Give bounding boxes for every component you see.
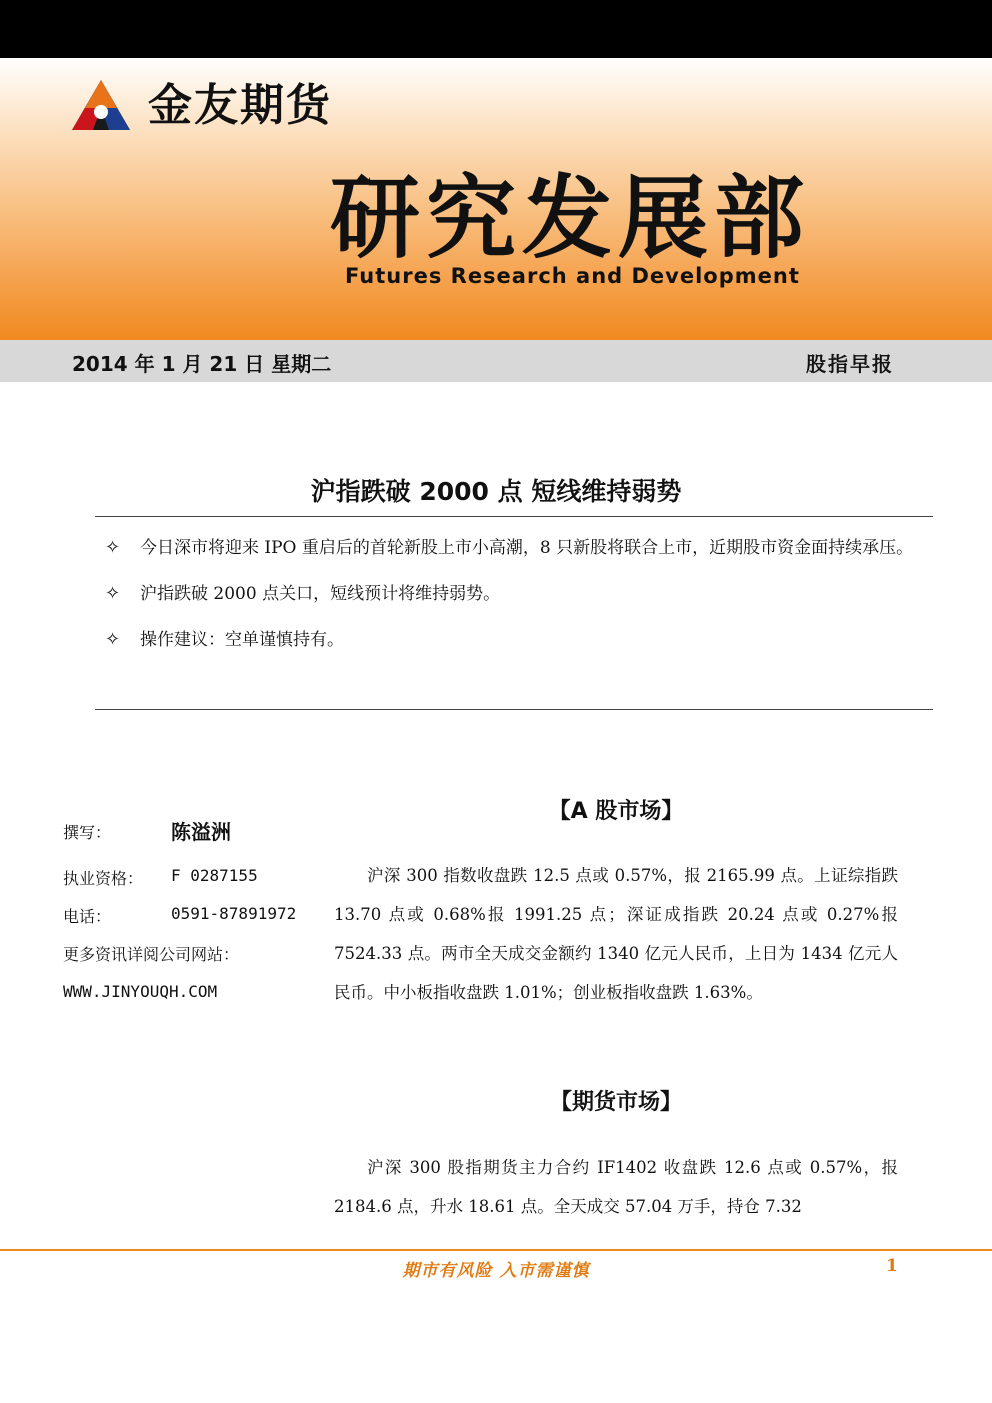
section-title-a-share: 【A 股市场】 [548, 799, 684, 824]
writer-label: 撰写： [63, 823, 112, 842]
list-item [100, 571, 930, 617]
divider-bottom [95, 709, 933, 710]
website-label: 更多资讯详阅公司网站： [63, 945, 240, 964]
bullet-text: 操作建议：空单谨慎持有。 [140, 630, 344, 650]
futures-paragraph: 沪深 300 股指期货主力合约 IF1402 收盘跌 12.6 点或 0.57%，报 2184.6 点，升水 18.61 点。全天成交 57.04 万手，持仓 7.32 [334, 1158, 898, 1216]
page-number: 1 [886, 1256, 898, 1276]
department-title-en: Futures Research and Development [345, 264, 800, 288]
bullet-text: 今日深市将迎来 IPO 重启后的首轮新股上市小高潮，8 只新股将联合上市，近期股市资金面持续承压。 [140, 538, 914, 558]
writer-name: 陈溢洲 [171, 820, 231, 844]
list-item [100, 525, 930, 571]
company-name: 金友期货 [148, 80, 332, 131]
top-black-bar [0, 0, 992, 58]
diamond-bullet-icon: ✧ [105, 629, 121, 650]
phone-label: 电话： [63, 907, 112, 926]
diamond-bullet-icon: ✧ [105, 537, 121, 558]
department-title: 研究发展部 [330, 165, 810, 271]
report-type: 股指早报 [806, 352, 894, 376]
license-value: F 0287155 [171, 866, 258, 885]
footer-divider [0, 1249, 992, 1251]
company-logo-icon [70, 78, 132, 132]
report-date: 2014 年 1 月 21 日 星期二 [72, 352, 332, 376]
list-item [100, 617, 930, 663]
a-share-paragraph: 沪深 300 指数收盘跌 12.5 点或 0.57%，报 2165.99 点。上证综指跌 13.70 点或 0.68%报 1991.25 点；深证成指跌 20.24 点或 0.27%报 7524.33 点。两市全天成交金额约 1340 亿元人民币，上日为 1434 亿元人民币。中小板指收盘跌 1.01%；创业板指收盘跌 1.63%。 [334, 866, 898, 1002]
section-title-futures: 【期货市场】 [549, 1090, 682, 1115]
summary-bullets [100, 525, 930, 663]
diamond-bullet-icon: ✧ [105, 583, 121, 604]
divider-top [95, 516, 933, 517]
bullet-text: 沪指跌破 2000 点关口，短线预计将维持弱势。 [140, 584, 501, 604]
headline: 沪指跌破 2000 点 短线维持弱势 [310, 477, 682, 506]
risk-slogan: 期市有风险 入市需谨慎 [402, 1261, 590, 1281]
phone-value: 0591-87891972 [171, 904, 297, 923]
license-label: 执业资格： [63, 869, 144, 888]
website-link[interactable]: WWW.JINYOUQH.COM [63, 982, 218, 1001]
